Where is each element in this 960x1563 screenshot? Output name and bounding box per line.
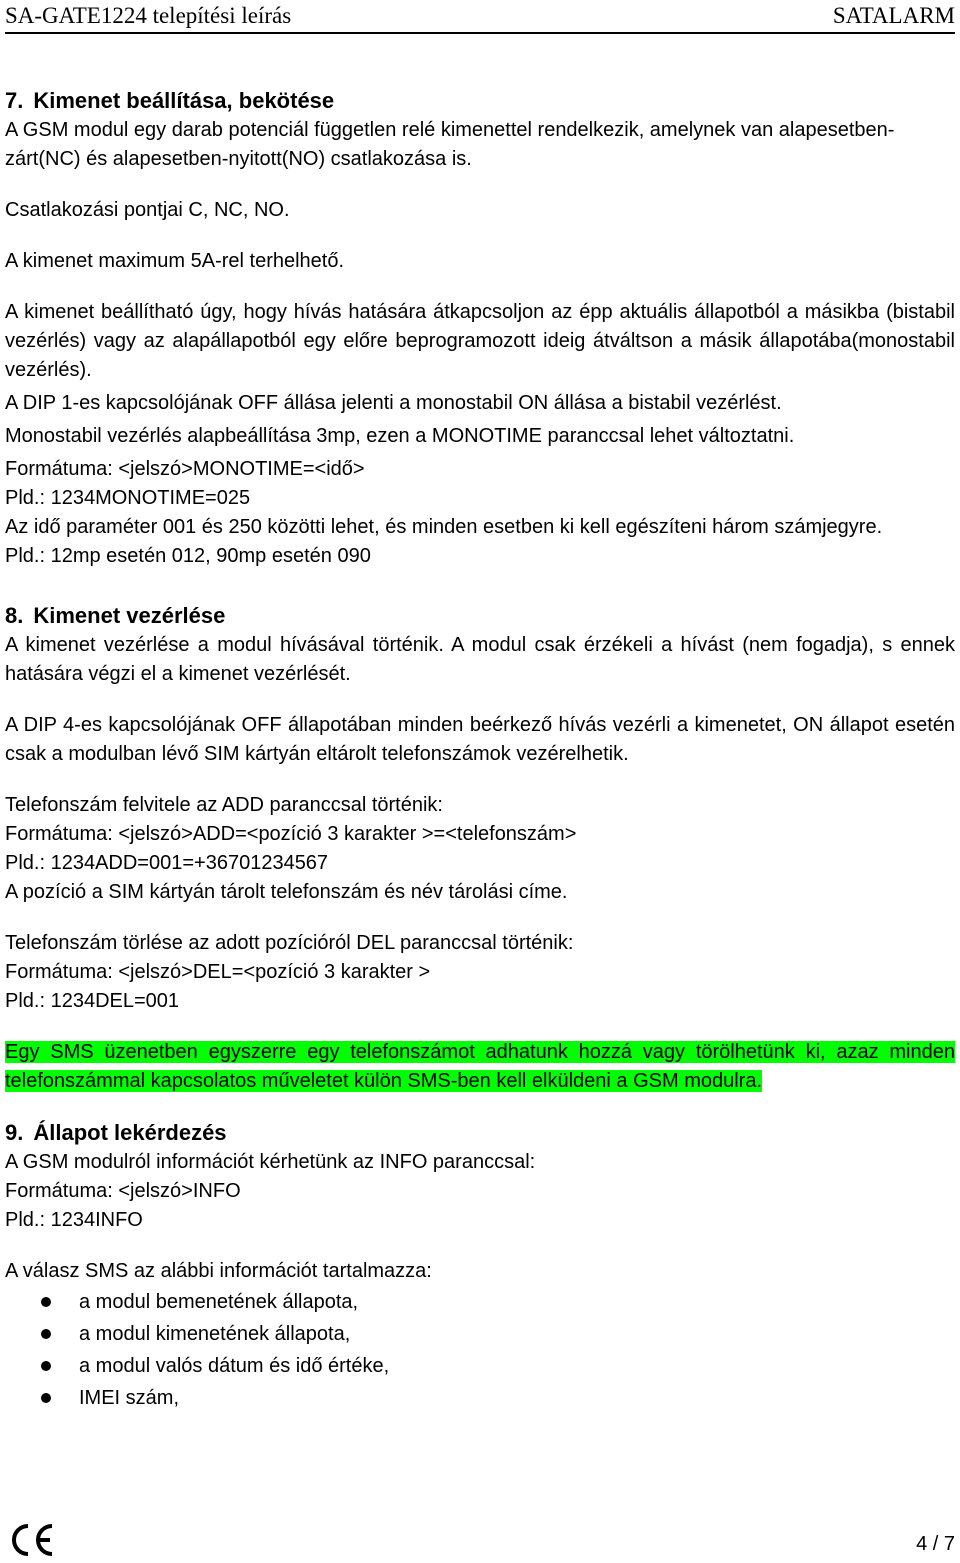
paragraph: Monostabil vezérlés alapbeállítása 3mp, ezen a MONOTIME paranccsal lehet változtatni. [5,425,795,447]
document-body [5,86,955,1414]
list-item [5,1318,955,1350]
list-item [5,1286,955,1318]
format-line: Formátuma: <jelszó>MONOTIME=<idő> [5,458,365,480]
section-7-number: 7. [5,88,24,113]
ce-mark-icon [8,1522,56,1558]
example-line: Pld.: 1234INFO [5,1209,143,1231]
section-7-heading [5,86,955,116]
bullet-icon [41,1329,51,1339]
paragraph: A kimenet beállítható úgy, hogy hívás hatására átkapcsoljon az épp aktuális állapotból a másikba (bistabil vezérlés) vagy az alapállapotból egy előre beprogramozott ideig átváltson a másik állapotába(monostabil vezérlés). [5,301,955,381]
example-line: Pld.: 1234ADD=001=+36701234567 [5,852,329,874]
info-list [5,1286,955,1414]
paragraph: Az idő paraméter 001 és 250 közötti lehet, és minden esetben ki kell egészíteni három számjegyre. [5,516,883,538]
example-line: Pld.: 1234DEL=001 [5,990,180,1012]
paragraph: A kimenet maximum 5A-rel terhelhető. [5,250,345,272]
page-header [5,0,955,34]
paragraph: Telefonszám törlése az adott pozícióról DEL paranccsal történik: [5,932,574,954]
bullet-icon [41,1297,51,1307]
header-document-title: SA-GATE1224 telepítési leírás [5,3,292,28]
list-item-text: IMEI szám, [79,1387,180,1409]
format-line: Formátuma: <jelszó>DEL=<pozíció 3 karakter > [5,961,431,983]
paragraph: A kimenet vezérlése a modul hívásával történik. A modul csak érzékeli a hívást (nem fogadja), s ennek hatására végzi el a kimenet vezérlését. [5,634,955,685]
page-number: 4 / 7 [916,1533,955,1555]
paragraph: A pozíció a SIM kártyán tárolt telefonszám és név tárolási címe. [5,881,568,903]
section-9-heading [5,1118,955,1148]
paragraph: A DIP 1-es kapcsolójának OFF állása jelenti a monostabil ON állása a bistabil vezérlést. [5,392,782,414]
list-item-text: a modul valós dátum és idő értéke, [79,1355,390,1377]
list-item-text: a modul bemenetének állapota, [79,1291,359,1313]
list-item-text: a modul kimenetének állapota, [79,1323,351,1345]
section-8-heading [5,601,955,631]
format-line: Formátuma: <jelszó>INFO [5,1180,241,1202]
paragraph: Telefonszám felvitele az ADD paranccsal történik: [5,794,443,816]
example-line: Pld.: 1234MONOTIME=025 [5,487,251,509]
section-9-title: Állapot lekérdezés [33,1120,227,1145]
paragraph: A GSM modulról információt kérhetünk az INFO paranccsal: [5,1151,536,1173]
bullet-icon [41,1361,51,1371]
section-7-title: Kimenet beállítása, bekötése [33,88,335,113]
list-item [5,1350,955,1382]
section-9-number: 9. [5,1120,24,1145]
format-line: Formátuma: <jelszó>ADD=<pozíció 3 karakter >=<telefonszám> [5,823,577,845]
example-line: Pld.: 12mp esetén 012, 90mp esetén 090 [5,545,371,567]
section-8-title: Kimenet vezérlése [33,603,226,628]
paragraph: Csatlakozási pontjai C, NC, NO. [5,199,290,221]
highlighted-note [5,1038,955,1096]
header-brand: SATALARM [832,3,955,28]
paragraph: A GSM modul egy darab potenciál független relé kimenettel rendelkezik, amelynek van alapesetben-zárt(NC) és alapesetben-nyitott(NO) csatlakozása is. [5,119,895,170]
paragraph: A DIP 4-es kapcsolójának OFF állapotában minden beérkező hívás vezérli a kimenetet, ON állapot esetén csak a modulban lévő SIM kártyán eltárolt telefonszámok vezérelhetik. [5,714,955,765]
paragraph: A válasz SMS az alábbi információt tartalmazza: [5,1260,432,1282]
bullet-icon [41,1393,51,1403]
highlight-text: Egy SMS üzenetben egyszerre egy telefonszámot adhatunk hozzá vagy törölhetünk ki, azaz minden telefonszámmal kapcsolatos műveletet külön SMS-ben kell elküldeni a GSM modulra. [5,1041,955,1092]
list-item [5,1382,955,1414]
section-8-number: 8. [5,603,24,628]
